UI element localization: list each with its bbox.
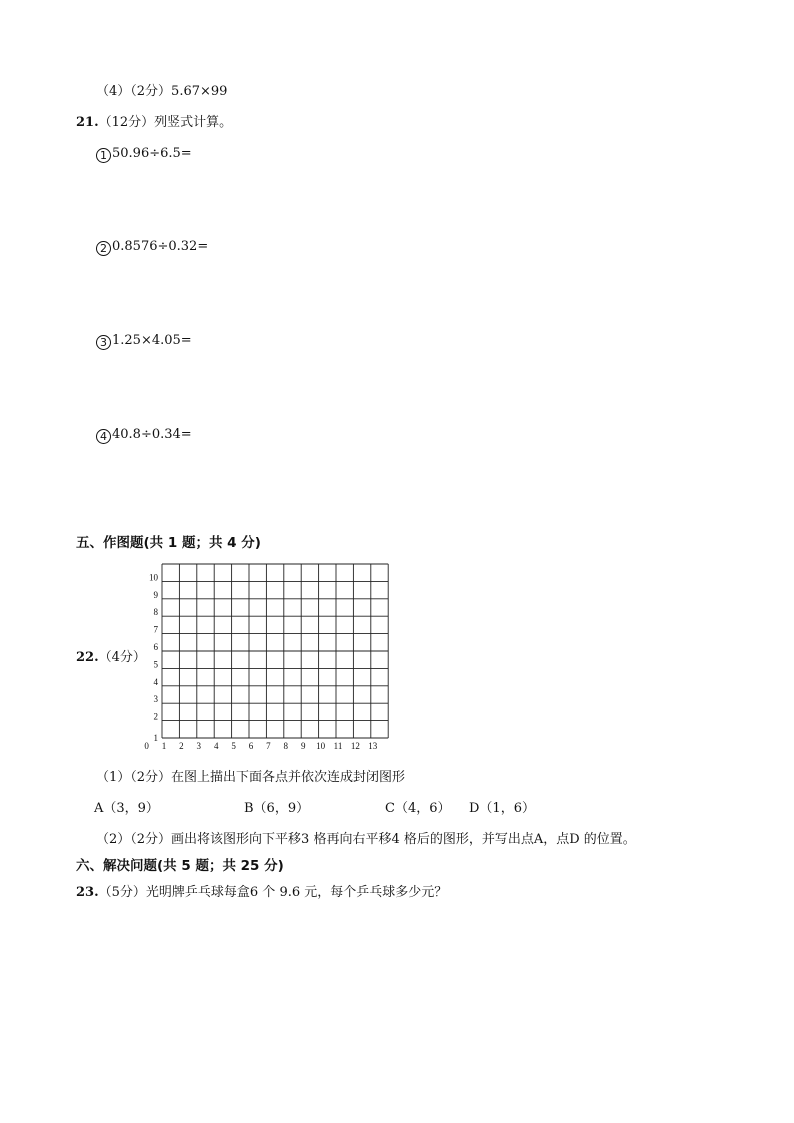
- q23-number: 23.: [76, 885, 99, 900]
- q22-sub1: [96, 770, 405, 786]
- y-tick-label: 2: [153, 711, 158, 722]
- x-tick-label: 10: [316, 741, 326, 751]
- q21-item-4-expression: 40.8÷0.34=: [112, 427, 192, 442]
- q22-sub2-text: 画出将该图形向下平移3 格再向右平移4 格后的图形，并写出点A，点D 的位置。: [171, 832, 636, 847]
- q21-item-2: [96, 239, 208, 256]
- q23-text: 光明牌乒乓球每盒6 个 9.6 元，每个乒乓球多少元？: [145, 885, 448, 900]
- grid-x-labels: [144, 741, 377, 751]
- y-tick-label: 8: [153, 607, 158, 618]
- q22-sub1-label: （1）（2分）: [96, 770, 172, 785]
- x-tick-label: 4: [213, 741, 219, 751]
- q21-score: （12分）: [98, 115, 155, 130]
- q21-item-3: [96, 333, 192, 350]
- q22-score: （4分）: [98, 650, 146, 665]
- circled-number-icon: 2: [96, 241, 111, 256]
- x-tick-label: 9: [300, 741, 306, 751]
- q21-item-3-expression: 1.25×4.05=: [112, 333, 192, 348]
- q21-item-1: [96, 146, 192, 163]
- point-d: D（1，6）: [469, 801, 535, 816]
- q21-item-2-expression: 0.8576÷0.32=: [112, 239, 209, 254]
- point-c: C（4，6）: [385, 801, 451, 816]
- x-tick-label: 11: [333, 741, 343, 751]
- point-a: A（3，9）: [94, 801, 159, 816]
- q21-number: 21.: [76, 115, 99, 130]
- x-tick-label: 5: [231, 741, 236, 751]
- q23: [76, 885, 447, 901]
- x-tick-label: 8: [283, 741, 289, 751]
- grid-y-labels: [149, 572, 159, 743]
- x-tick-label: 7: [266, 741, 271, 751]
- x-tick-label: 6: [248, 741, 254, 751]
- x-tick-label: 3: [196, 741, 202, 751]
- x-tick-label: 0: [144, 741, 149, 751]
- y-tick-label: 3: [153, 694, 158, 705]
- x-tick-label: 1: [161, 741, 167, 751]
- q20-sub4-label: （4）（2分）: [96, 84, 172, 99]
- q23-score: （5分）: [98, 885, 146, 900]
- q20-sub4: [96, 84, 227, 100]
- q22-sub2-label: （2）（2分）: [96, 832, 172, 847]
- x-tick-label: 2: [179, 741, 184, 751]
- section-6-title: 六、解决问题(共 5 题；共 25 分): [76, 858, 284, 874]
- q22-sub2: [96, 832, 636, 848]
- x-tick-label: 13: [368, 741, 378, 751]
- circled-number-icon: 1: [96, 148, 111, 163]
- q21-item-1-expression: 50.96÷6.5=: [112, 146, 192, 161]
- q22-heading: [76, 650, 146, 666]
- section-5-title: 五、作图题(共 1 题；共 4 分): [76, 535, 261, 551]
- y-tick-label: 10: [149, 572, 158, 583]
- q21-heading: [76, 115, 232, 131]
- q22-number: 22.: [76, 650, 99, 665]
- point-b: B（6，9）: [244, 801, 310, 816]
- y-tick-label: 5: [153, 659, 158, 670]
- y-tick-label: 6: [153, 642, 158, 652]
- grid-lines: [162, 564, 388, 738]
- q22-sub1-text: 在图上描出下面各点并依次连成封闭图形: [171, 770, 406, 785]
- x-tick-label: 12: [350, 741, 360, 751]
- coordinate-grid: [140, 558, 392, 754]
- q21-item-4: [96, 427, 192, 444]
- q20-sub4-expression: 5.67×99: [171, 84, 228, 99]
- circled-number-icon: 3: [96, 335, 111, 350]
- q21-title: 列竖式计算。: [154, 115, 233, 130]
- y-tick-label: 9: [153, 589, 158, 600]
- circled-number-icon: 4: [96, 429, 111, 444]
- y-tick-label: 7: [153, 624, 158, 635]
- y-tick-label: 4: [153, 676, 158, 687]
- y-tick-label: 1: [153, 733, 158, 743]
